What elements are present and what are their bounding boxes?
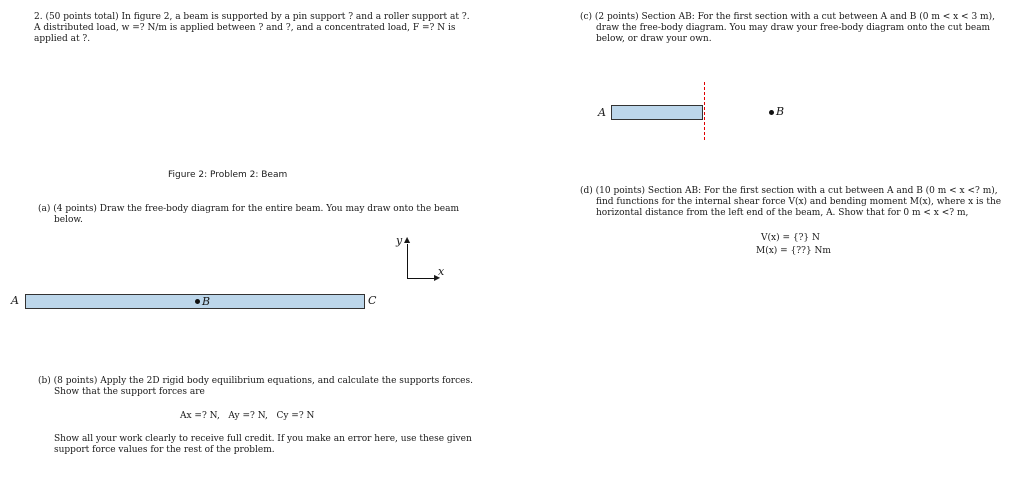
problem-statement (34, 12, 470, 45)
section-cut-line (704, 82, 705, 140)
axis-x-line (407, 278, 437, 279)
axis-y-line (407, 244, 408, 278)
point-b-marker (195, 299, 200, 304)
part-c-line-3: below, or draw your own. (596, 34, 712, 44)
cut-point-b-marker (769, 110, 774, 115)
part-a-text (38, 204, 459, 226)
problem-line-1: 2. (50 points total) In figure 2, a beam is supported by a pin support ? and a roller support at ?. (34, 12, 470, 22)
problem-line-2: A distributed load, w =? N/m is applied between ? and ?, and a concentrated load, F =? N is (34, 23, 456, 33)
figure-caption: Figure 2: Problem 2: Beam (168, 170, 288, 180)
part-d-line-2: find functions for the internal shear force V(x) and bending moment M(x), where x is the (596, 197, 1002, 207)
axis-x-label: x (438, 265, 445, 278)
part-c-line-1: (c) (2 points) Section AB: For the first section with a cut between A and B (0 m < x < 3 m), (580, 12, 995, 22)
part-b-line-1: (b) (8 points) Apply the 2D rigid body equilibrium equations, and calculate the supports forces. (38, 376, 473, 386)
cut-beam-label-b: B (776, 105, 785, 118)
beam-label-c: C (368, 294, 377, 307)
part-d-line-1: (d) (10 points) Section AB: For the first section with a cut between A and B (0 m < x <? m), (580, 186, 998, 196)
axis-y-label: y (396, 234, 403, 247)
axis-y-arrow-icon: ▲ (404, 235, 411, 244)
shear-force-equation: V(x) = {?} N (761, 233, 820, 243)
beam-label-b: B (202, 295, 211, 308)
cut-beam-label-a: A (598, 106, 606, 119)
part-b-note-line-1: Show all your work clearly to receive full credit. If you make an error here, use these given (54, 434, 472, 444)
part-d-text (580, 186, 1001, 219)
part-b-line-2: Show that the support forces are (54, 387, 205, 397)
part-a-line-1: (a) (4 points) Draw the free-body diagram for the entire beam. You may draw onto the beam (38, 204, 460, 214)
part-c-text (580, 12, 995, 45)
part-b-note (54, 434, 472, 456)
beam-label-a: A (11, 294, 19, 307)
axis-x-arrow-icon: ▶ (434, 273, 441, 282)
bending-moment-equation: M(x) = {??} Nm (756, 246, 831, 256)
part-c-line-2: draw the free-body diagram. You may draw your free-body diagram onto the cut beam (596, 23, 991, 33)
part-a-line-2: below. (54, 215, 83, 225)
problem-line-3: applied at ?. (34, 34, 91, 44)
part-b-text (38, 376, 473, 398)
support-forces-equation: Ax =? N, Ay =? N, Cy =? N (180, 411, 315, 421)
part-d-line-3: horizontal distance from the left end of the beam, A. Show that for 0 m < x <? m, (596, 208, 969, 218)
cut-beam[interactable] (611, 105, 703, 120)
part-b-note-line-2: support force values for the rest of the problem. (54, 445, 275, 455)
